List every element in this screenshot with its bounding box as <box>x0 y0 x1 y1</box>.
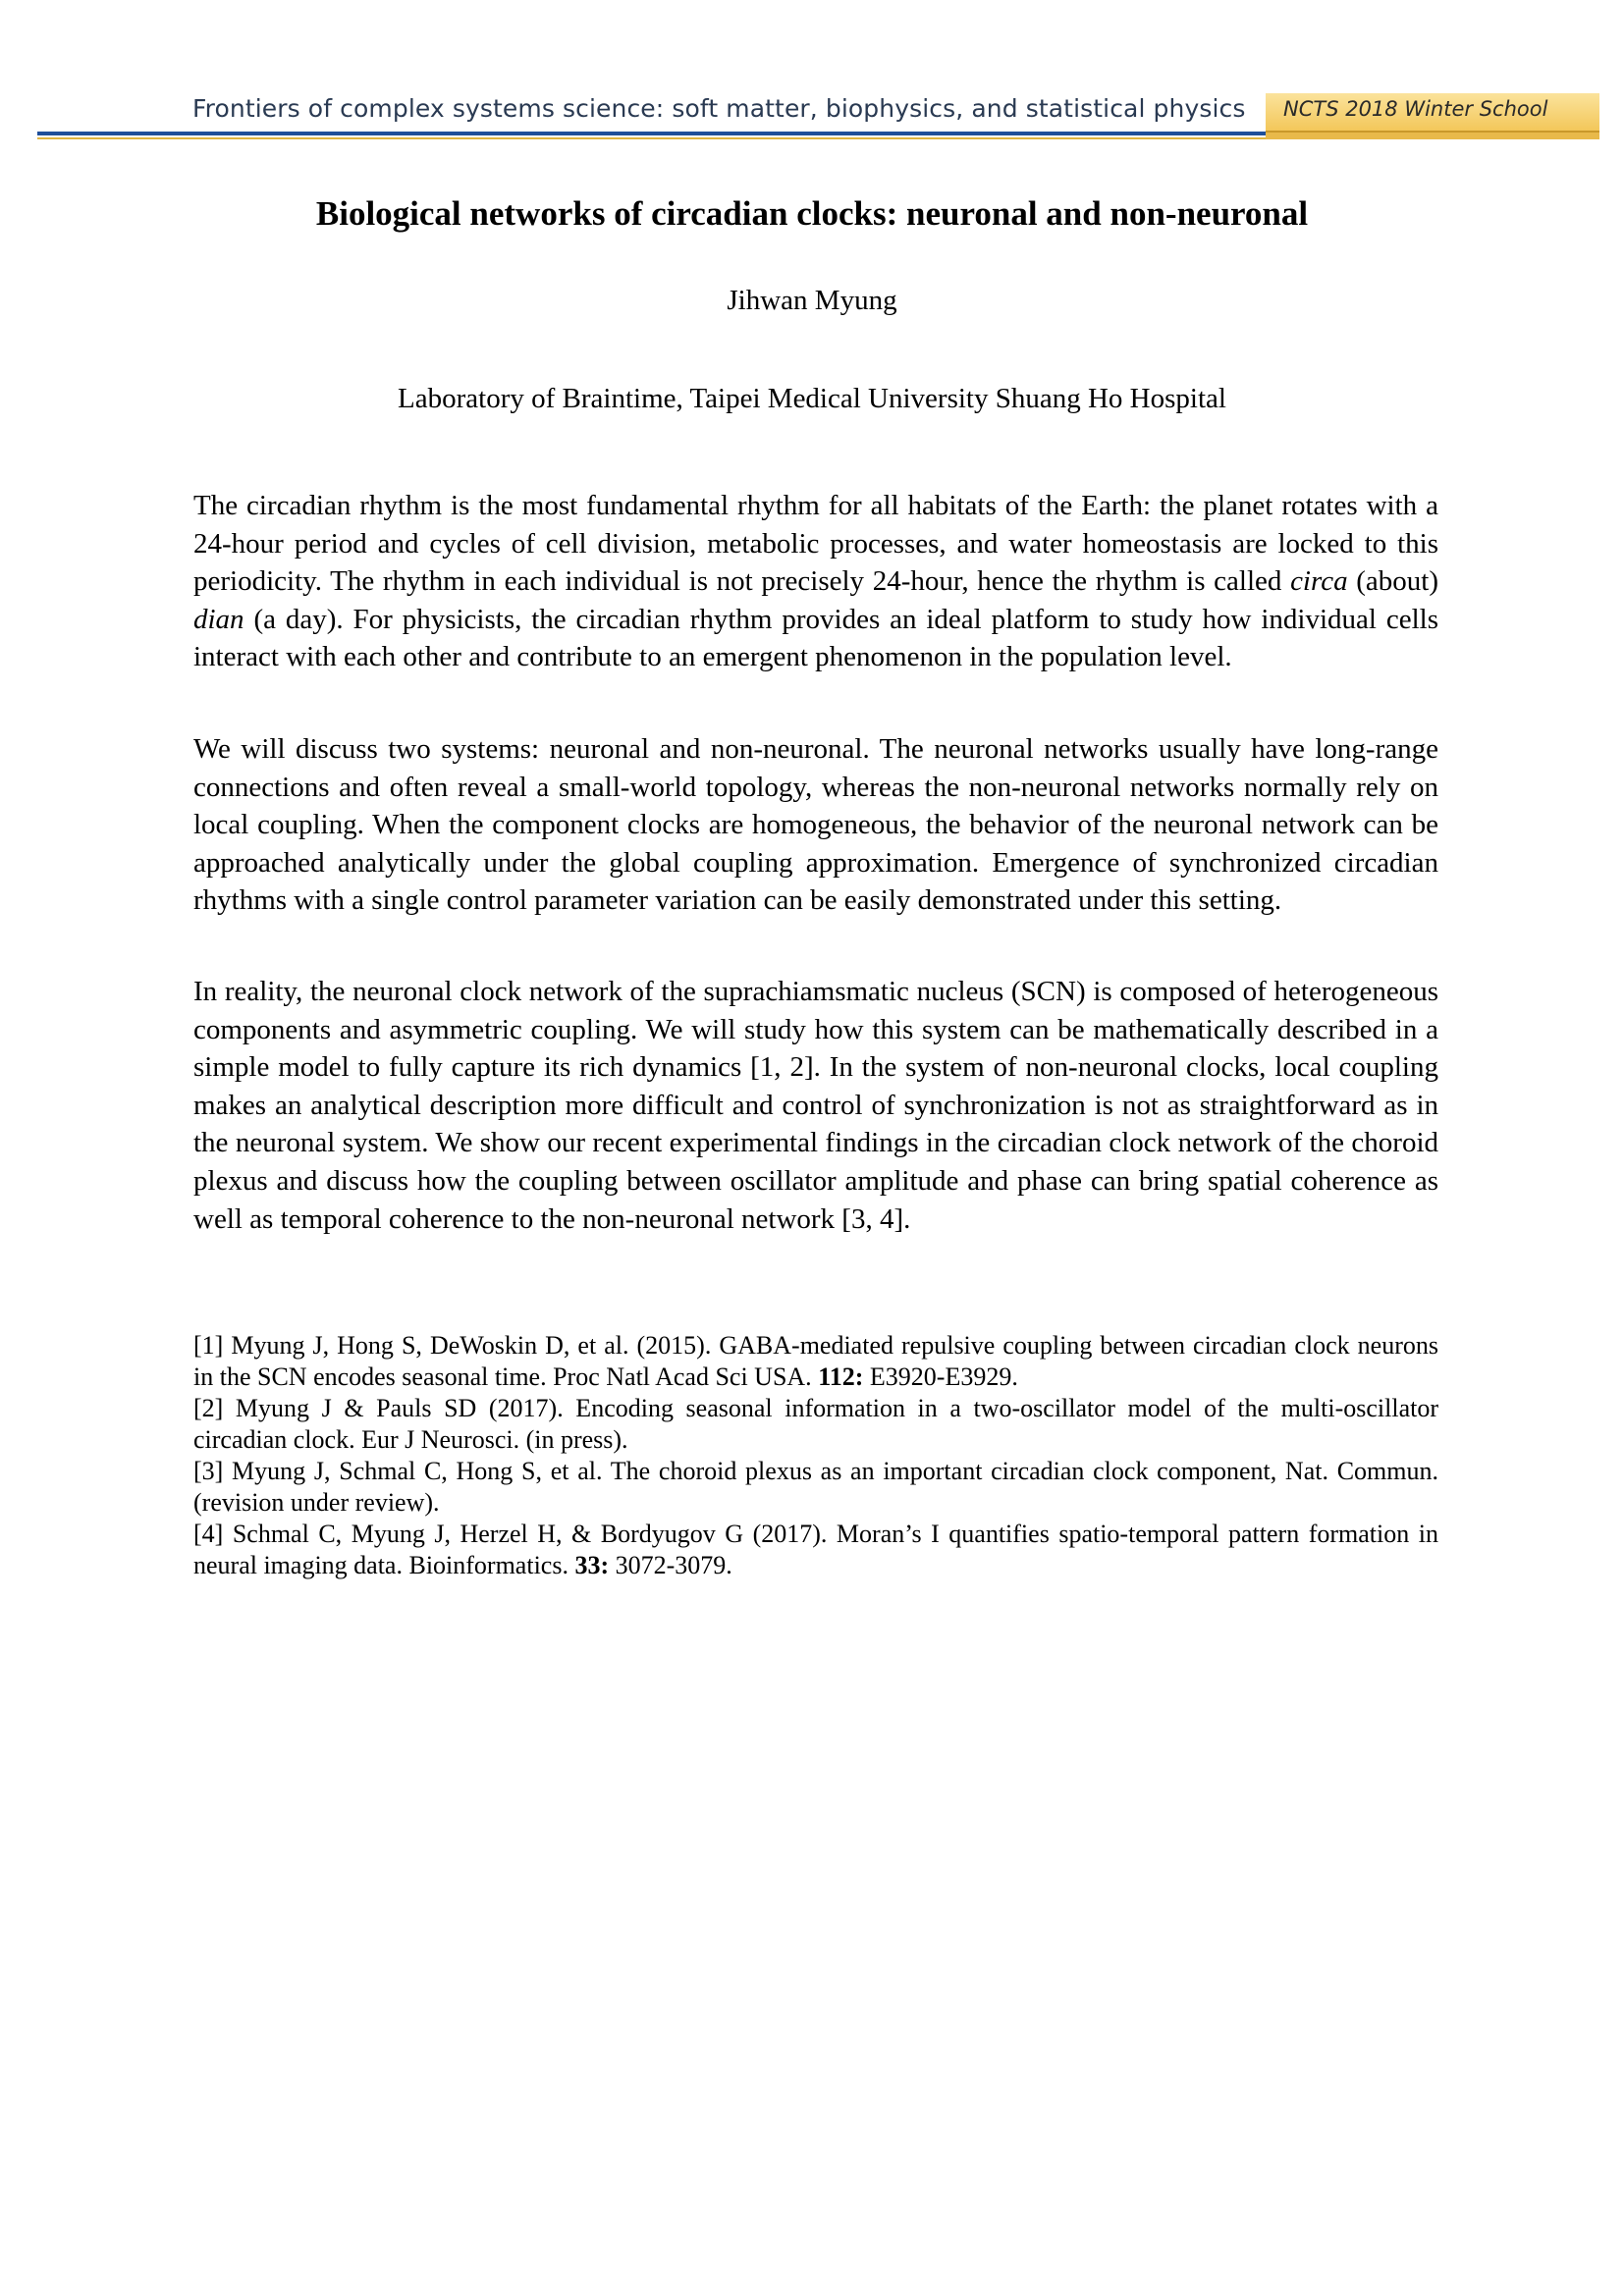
abstract-paragraph-1 <box>193 487 1438 676</box>
running-title: Frontiers of complex systems science: soft matter, biophysics, and statistical physics <box>192 94 1246 123</box>
term-dian: dian <box>193 603 244 635</box>
header-badge-underline <box>1266 133 1599 139</box>
header-rule-gold <box>37 137 1266 139</box>
abstract-paragraph-3: In reality, the neuronal clock network of the suprachiamsmatic nucleus (SCN) is composed of heterogeneous components and asymmetric coupling. We will study how this system can be mathematically described in a simple model to fully capture its rich dynamics [1, 2]. In the system of non-neuronal clocks, local coupling makes an analytical description more difficult and control of synchronization is not as straightforward as in the neuronal system. We show our recent experimental findings in the circadian clock network of the choroid plexus and discuss how the coupling between oscillator amplitude and phase can bring spatial coherence as well as temporal coherence to the non-neuronal network [3, 4]. <box>193 976 1438 1235</box>
school-badge-label: NCTS 2018 Winter School <box>1283 97 1548 121</box>
reference-1-text: [1] Myung J, Hong S, DeWoskin D, et al. (2015). GABA-mediated repulsive coupling between circadian clock neurons in the SCN encodes seasonal time. Proc Natl Acad Sci USA. <box>193 1331 1438 1391</box>
reference-4-pages: 3072-3079. <box>609 1551 732 1579</box>
header-rule-blue <box>37 132 1266 135</box>
author-name: Jihwan Myung <box>727 285 897 316</box>
reference-1-pages: E3920-E3929. <box>863 1362 1018 1391</box>
abstract-paragraph-2: We will discuss two systems: neuronal and non-neuronal. The neuronal networks usually have long-range connections and often reveal a small-world topology, whereas the non-neuronal networks normally rely on local coupling. When the component clocks are homogeneous, the behavior of the neuronal network can be approached analytically under the global coupling approximation. Emergence of synchronized circadian rhythms with a single control parameter variation can be easily demonstrated under this setting. <box>193 733 1438 917</box>
reference-3: [3] Myung J, Schmal C, Hong S, et al. The choroid plexus as an important circadian clock component, Nat. Commun. (revision under review). <box>193 1457 1438 1517</box>
paper-title: Biological networks of circadian clocks: neuronal and non-neuronal <box>315 194 1309 233</box>
reference-list <box>193 1330 1438 1581</box>
reference-1 <box>193 1330 1438 1393</box>
reference-4 <box>193 1519 1438 1581</box>
reference-1-volume: 112: <box>818 1362 864 1391</box>
p1-text-c: (a day). For physicists, the circadian rhythm provides an ideal platform to study how individual cells interact with each other and contribute to an emergent phenomenon in the population level. <box>193 603 1438 673</box>
school-badge <box>1266 93 1599 133</box>
affiliation: Laboratory of Braintime, Taipei Medical University Shuang Ho Hospital <box>398 383 1226 414</box>
reference-4-volume: 33: <box>574 1551 610 1579</box>
reference-2: [2] Myung J & Pauls SD (2017). Encoding seasonal information in a two-oscillator model of the multi-oscillator circadian clock. Eur J Neurosci. (in press). <box>193 1394 1438 1454</box>
reference-4-text: [4] Schmal C, Myung J, Herzel H, & Bordyugov G (2017). Moran’s I quantifies spatio-temporal pattern formation in neural imaging data. Bioinformatics. <box>193 1520 1438 1579</box>
term-circa: circa <box>1290 565 1348 598</box>
p1-text-b: (about) <box>1347 565 1438 598</box>
p1-text-a: The circadian rhythm is the most fundamental rhythm for all habitats of the Earth: the planet rotates with a 24-hour period and cycles of cell division, metabolic processes, and water homeostasis are locked to this periodicity. The rhythm in each individual is not precisely 24-hour, hence the rhythm is called <box>193 490 1438 598</box>
